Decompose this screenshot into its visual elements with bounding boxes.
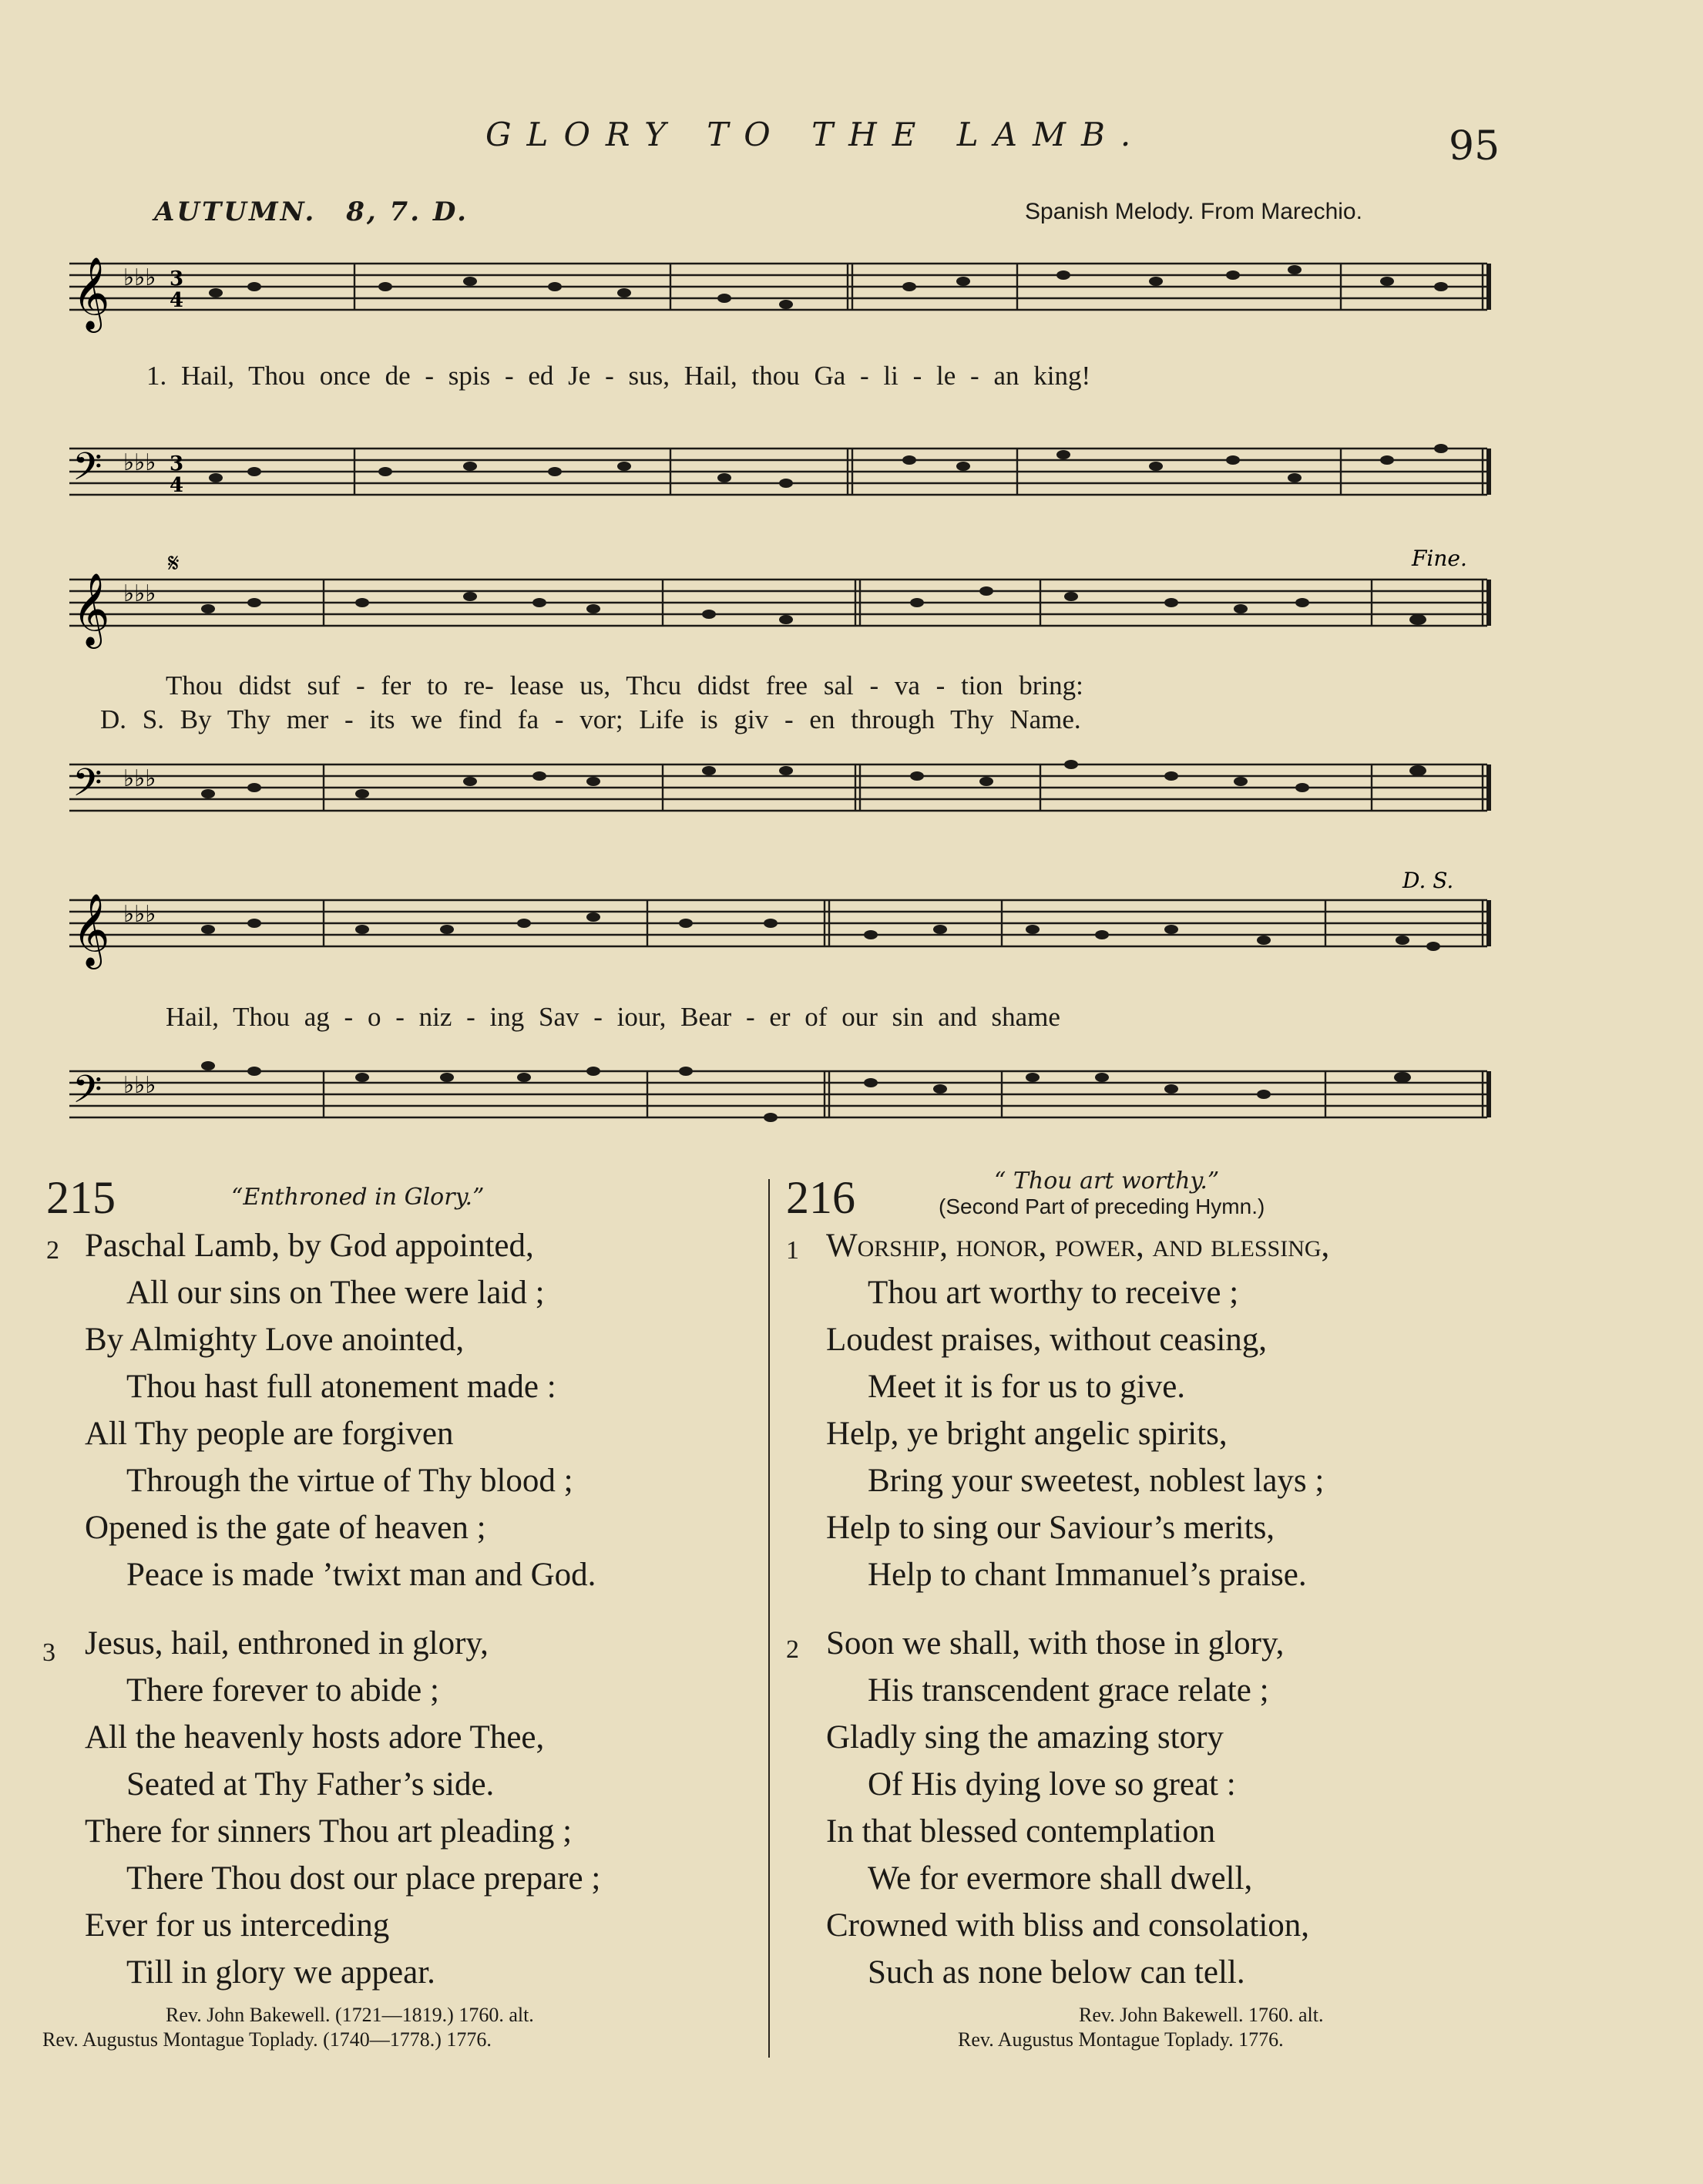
lyric-line-4: Hail, Thou ag - o - niz - ing Sav - iour, Bear - er of our sin and shame [166,1002,1060,1032]
tune-title: AUTUMN. [154,197,317,227]
verse-line: Soon we shall, with those in glory, [826,1625,1285,1662]
verse-line: Of His dying love so great : [868,1766,1236,1803]
treble-clef-icon: 𝄞 [72,573,110,646]
hymn-number-215: 215 [46,1172,116,1223]
column-divider [768,1179,770,2058]
verse-line: His transcendent grace relate ; [868,1672,1269,1709]
verse-line: Jesus, hail, enthroned in glory, [85,1625,489,1662]
verse-line: Bring your sweetest, noblest lays ; [868,1463,1325,1499]
key-signature-icon: ♭♭♭ [123,264,156,291]
verse-line: There for sinners Thou art pleading ; [85,1813,573,1850]
verse-number: 3 [42,1638,55,1667]
key-signature-icon: ♭♭♭ [123,580,156,607]
lyric-line-1: 1. Hail, Thou once de - spis - ed Je - sus, Hail, thou Ga - li - le - an king! [146,361,1091,391]
ds-mark: D. S. [1402,869,1454,893]
time-signature: 3 [170,267,184,291]
credit-line: Rev. John Bakewell. (1721—1819.) 1760. alt. [166,2004,534,2026]
verse-line: Gladly sing the amazing story [826,1719,1224,1756]
treble-staff [69,264,1487,310]
tune-name [154,197,469,227]
verse-line: Meet it is for us to give. [868,1369,1186,1405]
key-signature-icon: ♭♭♭ [123,1072,156,1099]
verse-line: Ever for us interceding [85,1907,390,1944]
bass-clef-icon: 𝄢 [72,761,102,815]
fine-mark: Fine. [1412,549,1467,571]
verse-line: Help, ye bright angelic spirits, [826,1416,1228,1452]
time-signature: 3 [170,452,184,475]
credit-line: Rev. Augustus Montague Toplady. 1776. [958,2028,1284,2051]
verse-line: In that blessed contemplation [826,1813,1216,1850]
verse-line: Such as none below can tell. [868,1954,1245,1991]
verse-line: All Thy people are forgiven [85,1416,454,1452]
bass-staff [69,764,1487,811]
verse-number: 2 [786,1635,799,1664]
hymn-number-216: 216 [786,1172,855,1223]
tune-meter: 8, 7. D. [346,197,469,227]
hymn-subtitle-216: (Second Part of preceding Hymn.) [939,1194,1265,1218]
key-signature-icon: ♭♭♭ [123,901,156,928]
verse-line: All our sins on Thee were laid ; [126,1275,545,1311]
verse-line: Till in glory we appear. [126,1954,435,1991]
bass-clef-icon: 𝄢 [72,445,102,499]
key-signature-icon: ♭♭♭ [123,765,156,792]
treble-staff [69,900,1487,946]
bass-staff [69,1071,1487,1117]
time-signature: 4 [170,289,184,312]
bass-clef-icon: 𝄢 [72,1067,102,1121]
treble-clef-icon: 𝄞 [72,893,110,966]
verse-line: By Almighty Love anointed, [85,1322,465,1358]
treble-clef-icon: 𝄞 [72,257,110,330]
lyric-line-2: Thou didst suf - fer to re- lease us, Thcu didst free sal - va - tion bring: [166,670,1083,701]
running-title: GLORY TO THE LAMB. [485,116,1147,153]
treble-staff [69,580,1487,626]
bass-staff [69,449,1487,495]
verse-line: Opened is the gate of heaven ; [85,1510,486,1546]
verse-line: Paschal Lamb, by God appointed, [85,1228,534,1264]
time-signature: 4 [170,474,184,497]
key-signature-icon: ♭♭♭ [123,449,156,476]
verse-line: Seated at Thy Father’s side. [126,1766,495,1803]
page-number: 95 [1449,123,1500,170]
tune-source: Spanish Melody. From Marechio. [1025,199,1362,224]
verse-line: Help to sing our Saviour’s merits, [826,1510,1275,1546]
verse-number: 1 [786,1236,799,1265]
verse-line: There forever to abide ; [126,1672,439,1709]
verse-line: Worship, honor, power, and blessing, [826,1228,1330,1264]
verse-line: We for evermore shall dwell, [868,1860,1253,1897]
verse-line: Thou hast full atonement made : [126,1369,556,1405]
verse-line: Loudest praises, without ceasing, [826,1322,1268,1358]
verse-number: 2 [46,1236,59,1265]
segno-icon: 𝄋 [168,549,180,579]
verse-line: Help to chant Immanuel’s praise. [868,1557,1307,1593]
verse-line: Crowned with bliss and consolation, [826,1907,1310,1944]
verse-line: Through the virtue of Thy blood ; [126,1463,573,1499]
lyric-line-3: D. S. By Thy mer - its we find fa - vor; Life is giv - en through Thy Name. [100,704,1081,734]
credit-line: Rev. Augustus Montague Toplady. (1740—1778.) 1776. [42,2028,492,2051]
verse-line: Peace is made ’twixt man and God. [126,1557,596,1593]
hymn-title-216: “ Thou art worthy.” [994,1168,1220,1194]
credit-line: Rev. John Bakewell. 1760. alt. [1079,2004,1324,2026]
verse-line: There Thou dost our place prepare ; [126,1860,601,1897]
verse-line: All the heavenly hosts adore Thee, [85,1719,545,1756]
hymn-title-215: “Enthroned in Glory.” [231,1184,485,1211]
verse-line: Thou art worthy to receive ; [868,1275,1239,1311]
